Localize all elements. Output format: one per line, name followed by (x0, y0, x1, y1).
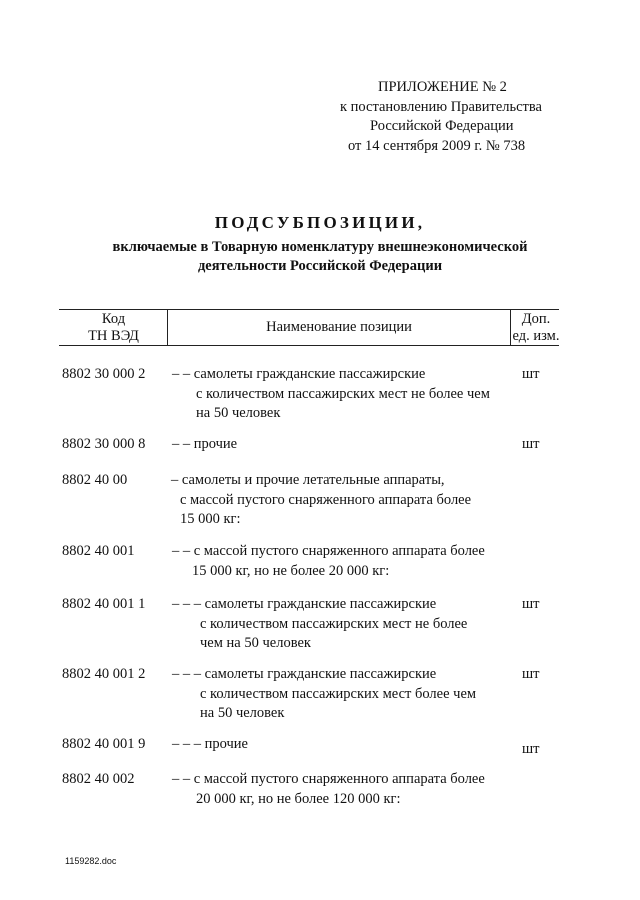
appendix-date: от 14 сентября 2009 г. № 738 (348, 137, 526, 154)
file-name-footer: 1159282.doc (65, 856, 117, 866)
appendix-government: Российской Федерации (370, 118, 514, 134)
row-unit: шт (522, 596, 540, 612)
row-unit: шт (522, 366, 540, 382)
row-code: 8802 30 000 2 (62, 366, 146, 382)
subtitle-line-2: деятельности Российской Федерации (197, 258, 443, 274)
row-unit: шт (522, 436, 540, 452)
row-code: 8802 40 001 9 (62, 736, 146, 752)
row-description: – – самолеты гражданские пассажирские с количеством пассажирских мест не более чем на 50 человек (172, 366, 490, 421)
row-code: 8802 40 001 (62, 543, 135, 559)
row-code: 8802 40 001 1 (62, 596, 146, 612)
appendix-resolution: к постановлению Правительства (340, 98, 542, 115)
row-code: 8802 40 001 2 (62, 666, 146, 682)
row-description: – самолеты и прочие летательные аппараты, с массой пустого снаряженного аппарата более 15 000 кг: (171, 472, 472, 527)
row-description: – – прочие (172, 436, 238, 452)
row-unit: шт (522, 666, 540, 682)
row-description: – – – самолеты гражданские пассажирские с количеством пассажирских мест не более чем на 50 человек (172, 596, 468, 651)
header-code: Код ТН ВЭД (88, 311, 139, 344)
table-header-border (59, 345, 559, 346)
appendix-number: ПРИЛОЖЕНИЕ № 2 (378, 79, 507, 95)
row-code: 8802 40 00 (62, 472, 128, 488)
row-unit: шт (522, 741, 540, 757)
row-code: 8802 30 000 8 (62, 436, 146, 452)
document-title: ПОДСУБПОЗИЦИИ, (214, 213, 426, 232)
table-top-border (59, 309, 559, 310)
row-description: – – с массой пустого снаряженного аппарата более 15 000 кг, но не более 20 000 кг: (172, 543, 485, 579)
row-description: – – – прочие (172, 736, 248, 752)
row-code: 8802 40 002 (62, 771, 135, 787)
row-description: – – – самолеты гражданские пассажирские с количеством пассажирских мест более чем на 50 человек (172, 666, 477, 721)
header-unit: Доп. ед. изм. (512, 311, 560, 344)
document-subtitle (60, 238, 580, 276)
appendix-block (300, 78, 570, 156)
row-description: – – с массой пустого снаряженного аппарата более 20 000 кг, но не более 120 000 кг: (172, 771, 485, 807)
subtitle-line-1: включаемые в Товарную номенклатуру внешнеэкономической (112, 239, 528, 255)
header-name: Наименование позиции (266, 319, 412, 335)
